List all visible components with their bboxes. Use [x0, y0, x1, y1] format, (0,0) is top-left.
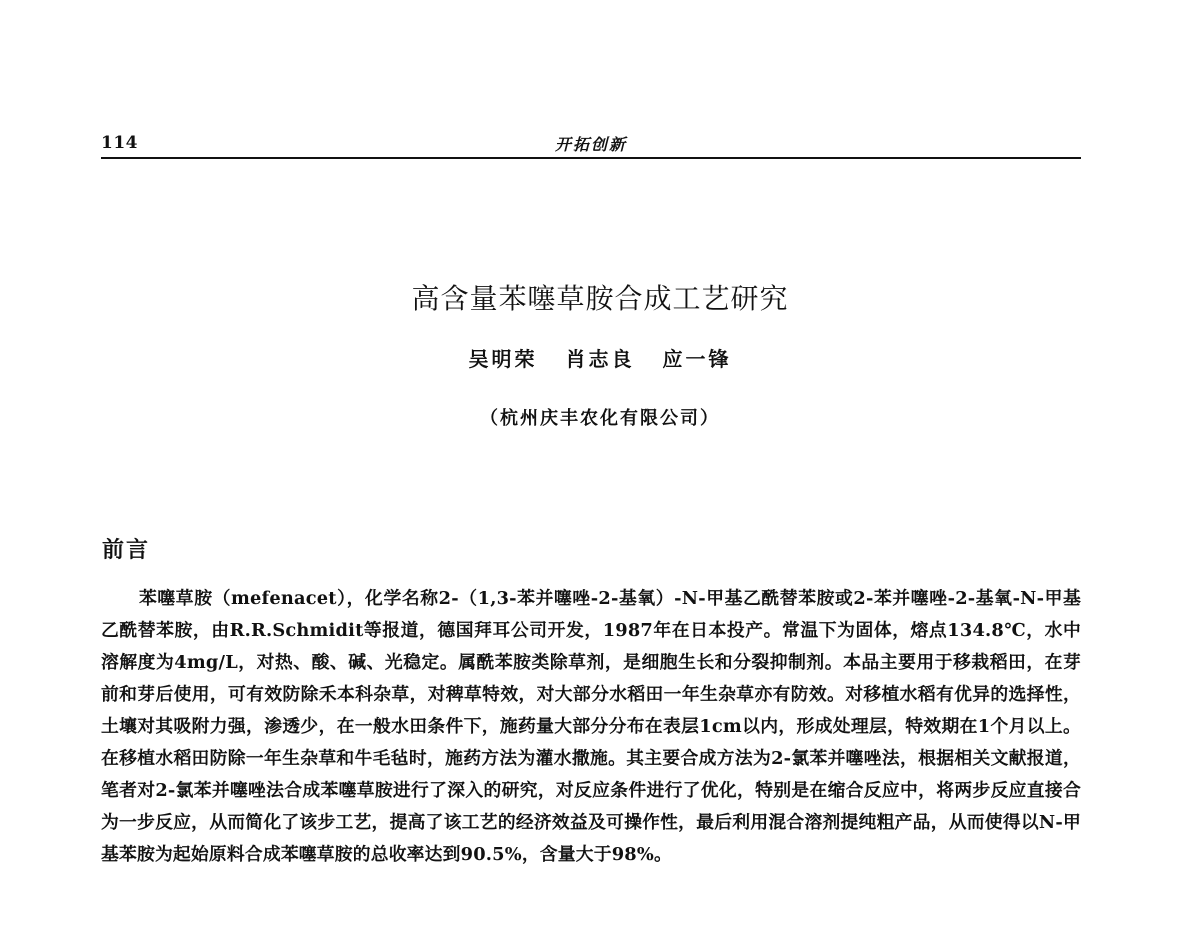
preface-paragraph: 苯噻草胺（mefenacet），化学名称2-（1,3-苯并噻唑-2-基氧）-N-甲基乙酰替苯胺或2-苯并噻唑-2-基氧-N-甲基乙酰替苯胺，由R.R.Schmidit等报道，德国拜耳公司开发，1987年在日本投产。常温下为固体，熔点134.8℃，水中溶解度为4mg/L，对热、酸、碱、光稳定。属酰苯胺类除草剂，是细胞生长和分裂抑制剂。本品主要用于移栽稻田，在芽前和芽后使用，可有效防除禾本科杂草，对稗草特效，对大部分水稻田一年生杂草亦有防效。对移植水稻有优异的选择性，土壤对其吸附力强，渗透少，在一般水田条件下，施药量大部分分布在表层1cm以内，形成处理层，特效期在1个月以上。在移植水稻田防除一年生杂草和牛毛毡时，施药方法为灌水撒施。其主要合成方法为2-氯苯并噻唑法，根据相关文献报道，笔者对2-氯苯并噻唑法合成苯噻草胺进行了深入的研究，对反应条件进行了优化，特别是在缩合反应中，将两步反应直接合为一步反应，从而简化了该步工艺，提高了该工艺的经济效益及可操作性，最后利用混合溶剂提纯粗产品，从而使得以N-甲基苯胺为起始原料合成苯噻草胺的总收率达到90.5%，含量大于98%。 — [101, 588, 1081, 865]
page-number: 114 — [101, 133, 138, 153]
article-title: 高含量苯噻草胺合成工艺研究 — [411, 281, 789, 315]
author-affiliation: （杭州庆丰农化有限公司） — [480, 408, 720, 429]
journal-section-name: 开拓创新 — [554, 135, 627, 154]
article-authors: 吴明荣 肖志良 应一锋 — [468, 347, 732, 371]
running-header — [101, 131, 1081, 159]
section-heading-preface: 前言 — [102, 538, 151, 564]
